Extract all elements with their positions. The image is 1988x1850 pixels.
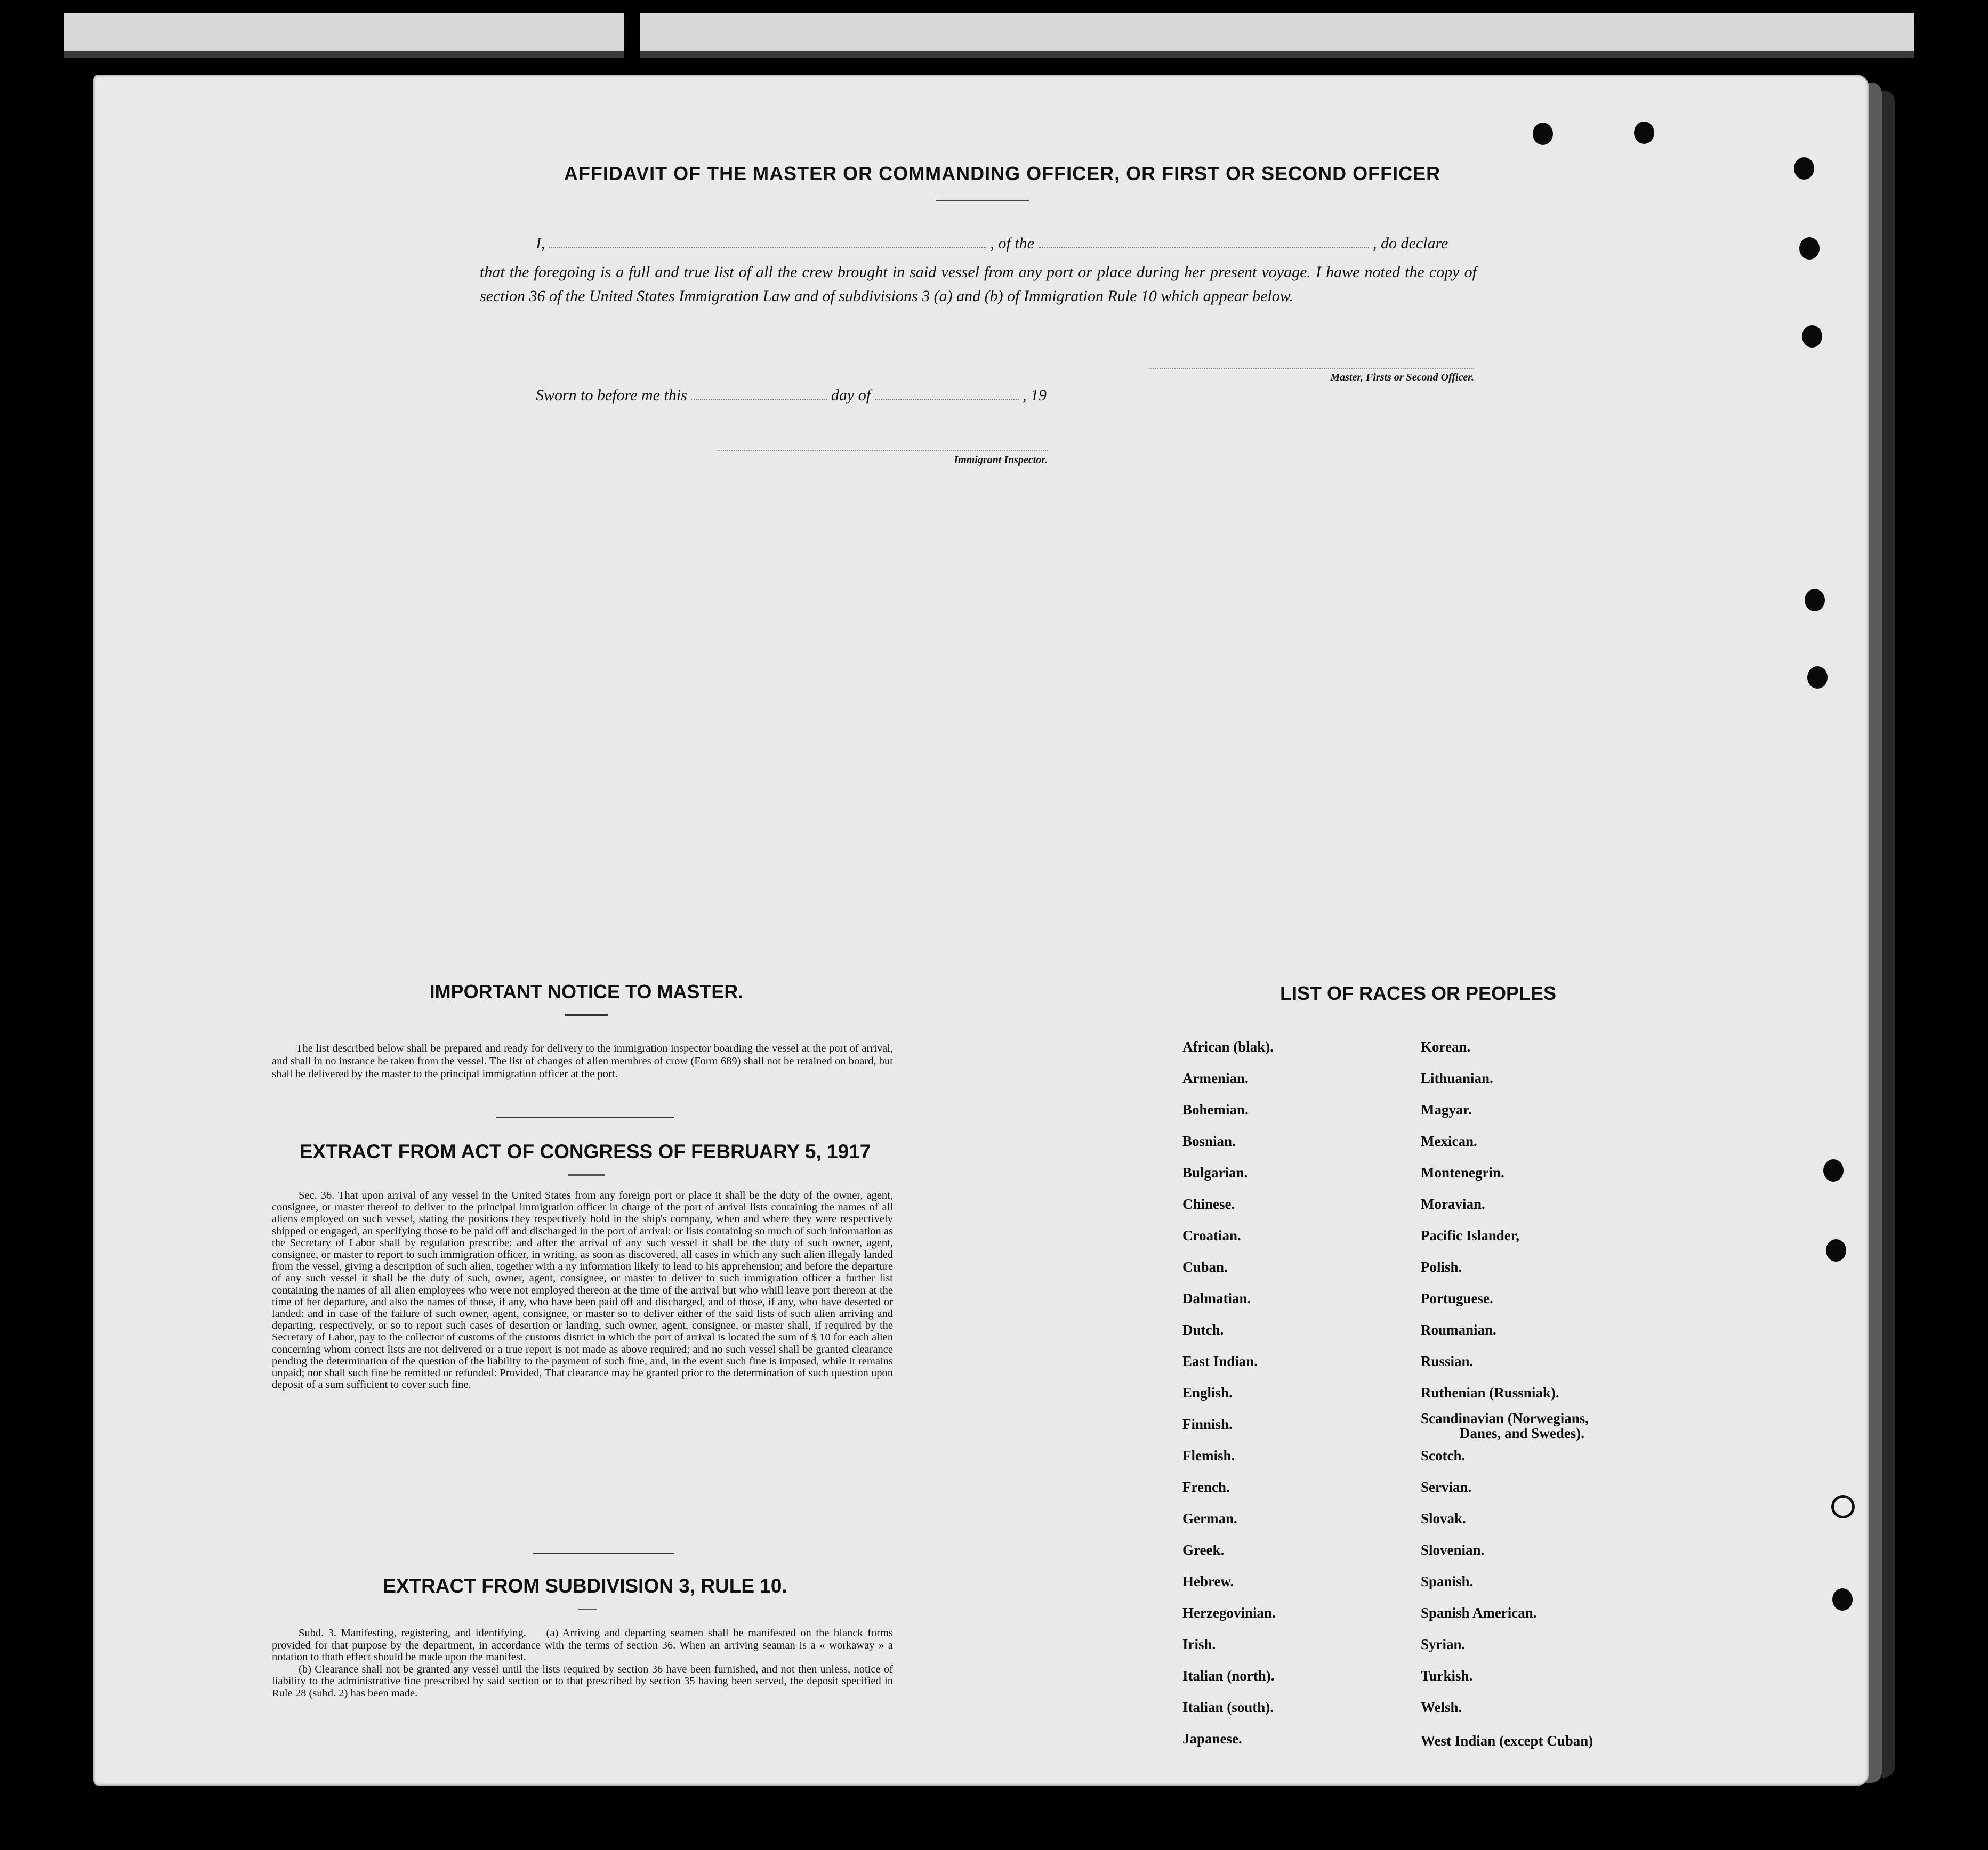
race-item: Italian (south). — [1182, 1699, 1274, 1715]
declaration-text: that the foregoing is a full and true list of all the crew brought in said vessel from any port or place during her present voyage. I hawe noted the copy of section 36 of the United States Immigration Law and of subdivisions 3 (a) and (b) of Immigration Rule 10 which appear below. — [480, 263, 1477, 305]
vessel-blank — [1039, 247, 1369, 248]
race-item: Japanese. — [1182, 1731, 1242, 1747]
punch-hole-icon — [1832, 1588, 1853, 1611]
act-extract-title: EXTRACT FROM ACT OF CONGRESS OF FEBRUARY 5, 1917 — [299, 1141, 871, 1162]
race-item: Scotch. — [1421, 1448, 1466, 1464]
affidavit-title: AFFIDAVIT OF THE MASTER OR COMMANDING OFFICER, OR FIRST OR SECOND OFFICER — [564, 163, 1441, 184]
race-item: Scandinavian (Norwegians, — [1421, 1410, 1589, 1426]
race-item: Spanish. — [1421, 1573, 1474, 1589]
notice-ornament — [565, 1014, 608, 1016]
race-item: Dutch. — [1182, 1322, 1224, 1338]
race-item: Dalmatian. — [1182, 1290, 1251, 1306]
punch-hole-icon — [1799, 237, 1820, 260]
race-item: Slovenian. — [1421, 1542, 1485, 1558]
master-signature-label: Master, Firsts or Second Officer. — [1330, 371, 1474, 383]
title-divider — [936, 200, 1029, 201]
document-page — [93, 75, 1869, 1786]
race-item: Finnish. — [1182, 1416, 1233, 1432]
race-item: Mexican. — [1421, 1133, 1477, 1149]
race-item: German. — [1182, 1510, 1237, 1526]
rule-extract-title: EXTRACT FROM SUBDIVISION 3, RULE 10. — [383, 1575, 787, 1597]
declare-end-label: , do declare — [1373, 235, 1448, 252]
race-item: Montenegrin. — [1421, 1165, 1504, 1181]
race-item: Ruthenian (Russniak). — [1421, 1385, 1559, 1401]
race-item: Polish. — [1421, 1259, 1462, 1275]
punch-hole-icon — [1634, 122, 1654, 144]
race-item: Russian. — [1421, 1353, 1474, 1369]
rule-paragraph-b: (b) Clearance shall not be granted any vessel until the lists required by section 36 have been furnished, and not then unless, notice of liability to the administrative fine prescribed by said section or to that prescribed by section 35 having been served, the deposit specified in Rule 28 (subd. 2) has been made. — [272, 1663, 893, 1699]
race-item: French. — [1182, 1479, 1230, 1495]
top-page-strip — [64, 13, 1914, 58]
race-item: Slovak. — [1421, 1510, 1466, 1526]
top-page-gap — [624, 11, 640, 59]
race-item: Spanish American. — [1421, 1605, 1537, 1621]
race-item: Portuguese. — [1421, 1290, 1493, 1306]
punch-hole-icon — [1802, 325, 1822, 348]
race-item: Greek. — [1182, 1542, 1225, 1558]
race-item: Pacific Islander, — [1421, 1227, 1519, 1243]
notice-body: The list described below shall be prepared and ready for delivery to the immigration inspector boarding the vessel at the port of arrival, and shall in no instance be taken from the vessel. The list of changes of alien membres of crow (Form 689) shall not be retained on board, but shall be delivered by the master to the principal immigration officer at the port. — [272, 1043, 893, 1080]
race-item: Italian (north). — [1182, 1668, 1275, 1684]
race-item: Moravian. — [1421, 1196, 1485, 1212]
rule-extract-ornament — [578, 1609, 597, 1610]
rule-paragraph-a: Subd. 3. Manifesting, registering, and identifying. — (a) Arriving and departing seamen shall be manifested on the blanck forms provided for that purpose by the department, in accordance with the terms of section 36. When an arriving seaman is a « workaway » a notation to thath effect should be made upon the manifest. — [272, 1627, 893, 1663]
race-item: Roumanian. — [1421, 1322, 1496, 1338]
punch-hole-icon — [1805, 589, 1825, 611]
races-title: LIST OF RACES OR PEOPLES — [1279, 982, 1557, 1004]
page-edge-shadow — [1882, 91, 1895, 1778]
race-item: West Indian (except Cuban) — [1421, 1733, 1593, 1749]
section-divider — [533, 1553, 674, 1554]
sworn-prefix: Sworn to before me this — [536, 386, 687, 404]
race-item: East Indian. — [1182, 1353, 1258, 1369]
act-extract-ornament — [568, 1174, 605, 1176]
punch-hole-icon — [1533, 123, 1553, 145]
race-item: Bosnian. — [1182, 1133, 1236, 1149]
act-extract-body: Sec. 36. That upon arrival of any vessel in the United States from any foreign port or place it shall be the duty of the owner, agent, consignee, or master thereof to deliver to the principal immigration officer in charge of the port of arrival lists containing the names of all aliens employed on such vessel, stating the positions they respectively hold in the ship's company, when and where they were respectively shipped or engaged, an specifying those to be paid off and discharged in the port of arrival; or lists containing so much of such information as the Secretary of Labor shall by regulation prescribe; and after the arrival of any such vessel it shall be the duty of such owner, agent, consignee, or master to report to such immigration officer, in writing, as soon as discovered, all cases in which any such alien illegaly landed from the vessel, giving a description of such alien, together with a ny information likely to lead to his apprehension; and before the departure of any such vessel it shall be the duty of such, owner, agent, consignee, or master to deliver to such immigration officer a further list containing the names of all alien employees who were not employed thereon at the time of the arrival but who whill leave port thereon at the time of her departure, and also the names of those, if any, who have been paid off and discharged, and of those, if any, who have deserted or landed: and in case of the failure of such owner, agent, consignee, or master so to deliver either of the said lists of such alien arriving and departing, respectively, or so to report such cases of desertion or landing, such owner, agent, consignee, or master shall, if required by the Secretary of Labor, pay to the collector of customs of the customs district in which the port of arrival is located the sum of $ 10 for each alien concerning whom correct lists are not delivered or a true report is not made as above required; and no such vessel shall be granted clearance pending the determination of the question of the liability to the payment of such fine, and, in the event such fine is imposed, while it remains unpaid; nor shall such fine be remitted or refunded: Provided, That clearance may be granted prior to the determination of such question upon deposit of a sum sufficient to cover such fine. — [272, 1190, 893, 1391]
race-item: Lithuanian. — [1421, 1070, 1493, 1086]
punch-hole-icon — [1826, 1239, 1846, 1262]
sworn-month-blank — [875, 399, 1019, 400]
race-item: Chinese. — [1182, 1196, 1235, 1212]
race-item: African (blak). — [1182, 1039, 1274, 1055]
rule-extract-body — [272, 1627, 893, 1699]
sworn-year-label: , 19 — [1023, 386, 1047, 404]
race-item: Flemish. — [1182, 1448, 1235, 1464]
punch-hole-icon — [1807, 666, 1828, 689]
name-blank — [549, 247, 986, 248]
race-item: Bohemian. — [1182, 1102, 1249, 1118]
sworn-line — [536, 386, 1122, 405]
section-divider — [496, 1117, 674, 1118]
race-item: Korean. — [1421, 1039, 1471, 1055]
race-item: Croatian. — [1182, 1227, 1241, 1243]
race-item: Bulgarian. — [1182, 1165, 1248, 1181]
inspector-signature-label: Immigrant Inspector. — [954, 454, 1048, 466]
punch-hole-icon — [1831, 1495, 1855, 1518]
race-item: Hebrew. — [1182, 1573, 1234, 1589]
race-item: Welsh. — [1421, 1699, 1462, 1715]
declaration-line — [480, 235, 1477, 253]
race-item: English. — [1182, 1385, 1233, 1401]
race-item: Syrian. — [1421, 1636, 1466, 1652]
race-item: Turkish. — [1421, 1668, 1473, 1684]
punch-hole-icon — [1794, 157, 1814, 180]
declare-i-label: I, — [536, 235, 545, 252]
sworn-day-blank — [691, 399, 827, 400]
race-item: Magyar. — [1421, 1102, 1472, 1118]
race-item: Herzegovinian. — [1182, 1605, 1276, 1621]
notice-title: IMPORTANT NOTICE TO MASTER. — [429, 981, 744, 1003]
race-item: Armenian. — [1182, 1070, 1249, 1086]
inspector-signature-line — [717, 450, 1048, 451]
race-item: Danes, and Swedes). — [1460, 1425, 1585, 1441]
race-item: Irish. — [1182, 1636, 1216, 1652]
master-signature-line — [1149, 368, 1474, 369]
race-item: Servian. — [1421, 1479, 1472, 1495]
race-item: Cuban. — [1182, 1259, 1228, 1275]
sworn-day-label: day of — [831, 386, 871, 404]
punch-hole-icon — [1823, 1159, 1844, 1182]
declare-of-label: , of the — [990, 235, 1034, 252]
